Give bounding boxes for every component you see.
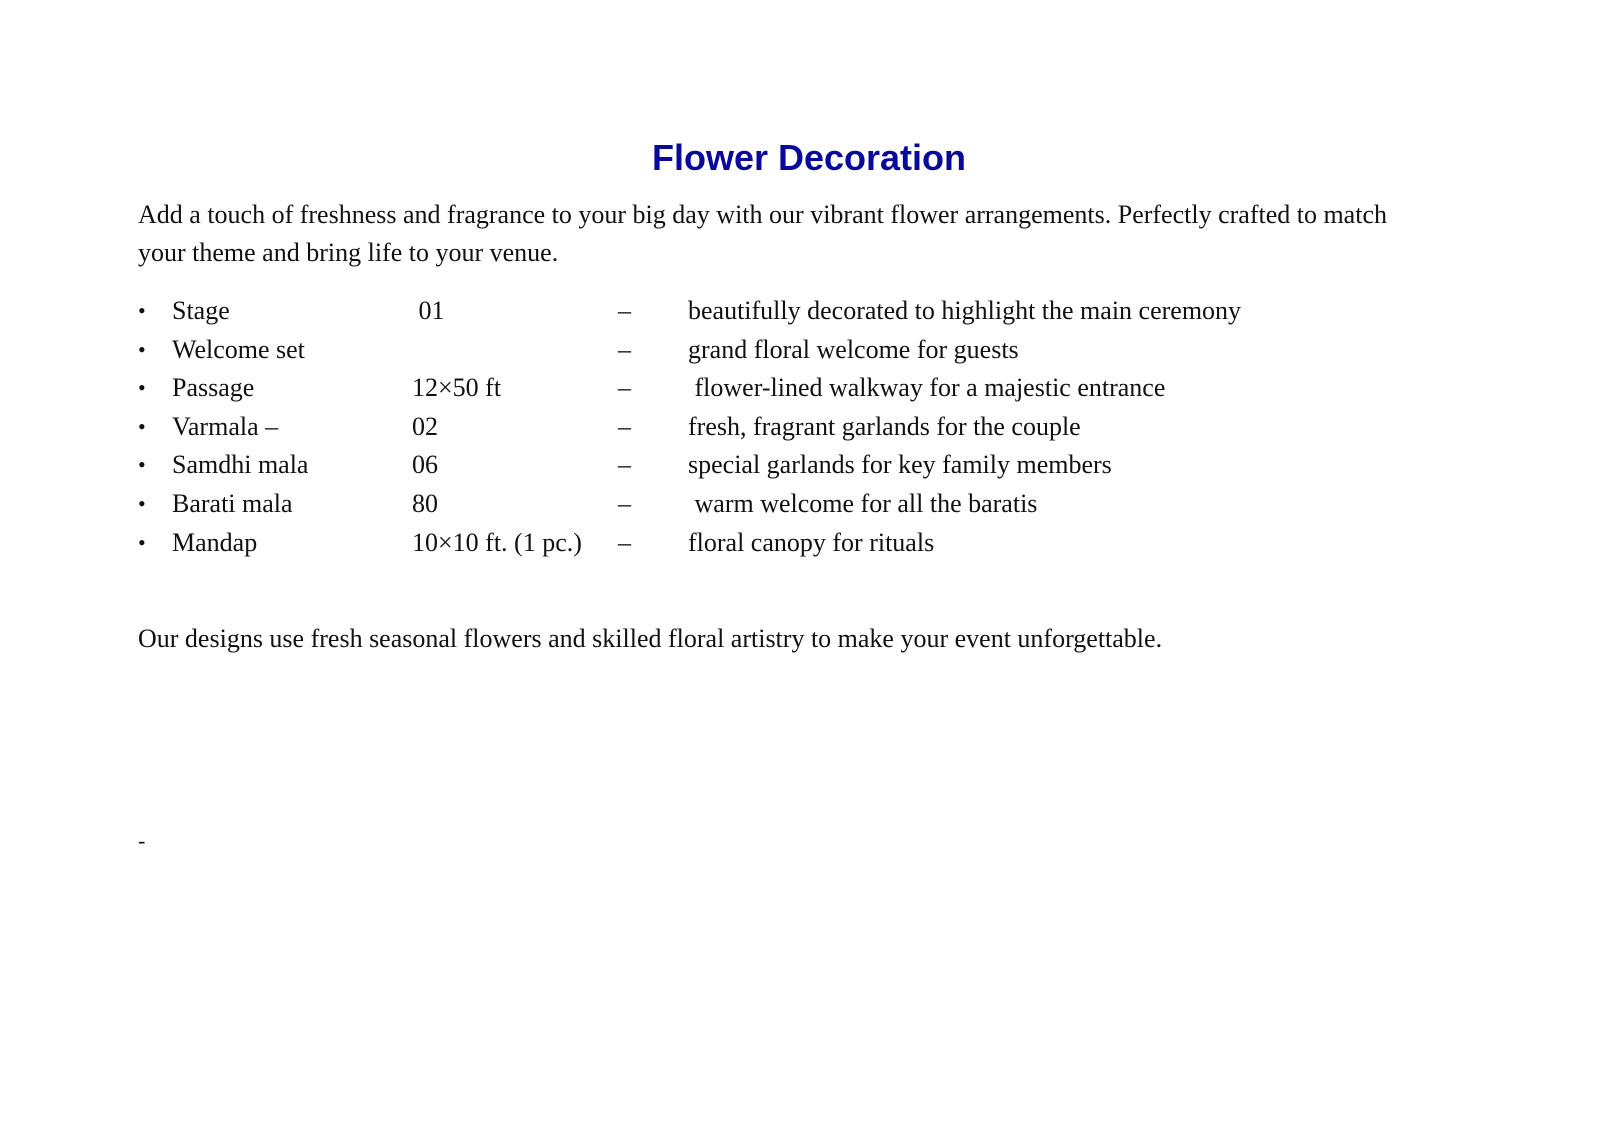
page-title: Flower Decoration: [651, 137, 967, 178]
bullet-icon: •: [138, 336, 146, 362]
bullet-icon: •: [138, 452, 146, 478]
item-description: warm welcome for all the baratis: [688, 488, 1038, 518]
item-description: beautifully decorated to highlight the main ceremony: [688, 296, 1242, 325]
item-quantity: 02: [412, 411, 438, 441]
decoration-list: [138, 292, 1438, 562]
item-name: Samdhi mala: [172, 450, 309, 480]
list-item: [138, 446, 1438, 485]
list-item: [138, 292, 1438, 331]
item-dash: –: [618, 450, 631, 480]
item-name: Stage: [172, 296, 230, 325]
item-dash: –: [618, 488, 631, 518]
list-item: [138, 408, 1438, 447]
item-quantity: 10×10 ft. (1 pc.): [412, 527, 582, 557]
closing-paragraph: Our designs use fresh seasonal flowers and skilled floral artistry to make your event unforgettable.: [138, 624, 1163, 653]
bullet-icon: •: [138, 529, 146, 555]
item-name: Varmala –: [172, 411, 279, 441]
item-dash: –: [618, 527, 631, 557]
bullet-icon: •: [138, 490, 146, 516]
item-name: Mandap: [172, 527, 258, 557]
item-description: floral canopy for rituals: [688, 527, 935, 557]
bullet-icon: •: [138, 375, 146, 401]
item-name: Welcome set: [172, 334, 305, 364]
item-description: fresh, fragrant garlands for the couple: [688, 411, 1081, 441]
item-dash: –: [618, 373, 631, 403]
bullet-icon: •: [138, 298, 146, 323]
stray-dash: -: [138, 828, 146, 853]
item-quantity: 06: [412, 450, 438, 480]
bullet-icon: •: [138, 413, 146, 439]
list-item: [138, 369, 1438, 408]
item-dash: –: [618, 334, 631, 364]
item-description: grand floral welcome for guests: [688, 334, 1019, 364]
list-item: [138, 331, 1438, 370]
intro-paragraph: Add a touch of freshness and fragrance to your big day with our vibrant flower arrangements. Perfectly crafted to match your theme and bring life to your venue.: [138, 200, 1387, 267]
list-item: [138, 524, 1438, 563]
item-name: Passage: [172, 373, 255, 403]
item-dash: –: [618, 411, 631, 441]
item-description: flower-lined walkway for a majestic entrance: [688, 373, 1166, 403]
item-dash: –: [618, 296, 631, 325]
item-quantity: 01: [412, 296, 445, 325]
item-quantity: 12×50 ft: [412, 373, 502, 403]
item-quantity: 80: [412, 488, 438, 518]
item-description: special garlands for key family members: [688, 450, 1112, 480]
list-item: [138, 485, 1438, 524]
item-name: Barati mala: [172, 488, 293, 518]
